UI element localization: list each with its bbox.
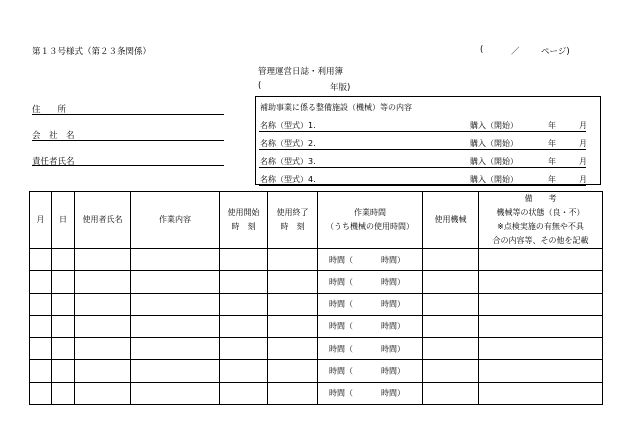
cell-machine[interactable] xyxy=(423,338,479,360)
cell-user[interactable] xyxy=(75,293,131,315)
cell-worktime[interactable] xyxy=(318,293,423,315)
cell-day[interactable] xyxy=(52,315,75,337)
cell-work[interactable] xyxy=(131,360,220,382)
header-remarks-line4: 合の内容等、その他を記載 xyxy=(492,236,589,245)
cell-month[interactable] xyxy=(30,293,52,315)
hours-close-label: 時間） xyxy=(381,321,405,331)
cell-remarks[interactable] xyxy=(479,338,603,360)
table-row xyxy=(30,249,603,271)
document-title: 管理運営日誌・利用簿 xyxy=(258,67,344,77)
cell-month[interactable] xyxy=(30,382,52,404)
header-worktime-line1: 作業時間 xyxy=(354,208,386,217)
header-worktime-line2: （うち機械の使用時間） xyxy=(326,222,414,231)
hours-close-label: 時間） xyxy=(381,277,405,287)
cell-user[interactable] xyxy=(75,249,131,271)
hours-close-label: 時間） xyxy=(381,366,405,376)
cell-start[interactable] xyxy=(220,271,268,293)
hours-open-label: 時間（ xyxy=(329,321,353,331)
hours-open-label: 時間（ xyxy=(329,255,353,265)
cell-remarks[interactable] xyxy=(479,249,603,271)
header-remarks-line1: 備 考 xyxy=(524,194,557,203)
hours-open-label: 時間（ xyxy=(329,366,353,376)
cell-remarks[interactable] xyxy=(479,271,603,293)
cell-end[interactable] xyxy=(268,249,318,271)
equipment-box-title: 補助事業に係る整備施設（機械）等の内容 xyxy=(260,103,412,112)
cell-user[interactable] xyxy=(75,360,131,382)
header-work: 作業内容 xyxy=(131,192,220,249)
equipment-box xyxy=(255,96,601,185)
header-day: 日 xyxy=(52,192,75,249)
header-start-line2: 時 刻 xyxy=(231,222,256,231)
cell-day[interactable] xyxy=(52,338,75,360)
cell-user[interactable] xyxy=(75,271,131,293)
cell-end[interactable] xyxy=(268,360,318,382)
equipment-entry-line[interactable] xyxy=(259,131,586,132)
header-end xyxy=(268,192,318,249)
cell-start[interactable] xyxy=(220,293,268,315)
cell-worktime[interactable] xyxy=(318,360,423,382)
table-row xyxy=(30,315,603,337)
header-end-line2: 時 刻 xyxy=(280,222,305,231)
company-field[interactable] xyxy=(32,140,224,141)
manager-field[interactable] xyxy=(32,165,224,166)
cell-month[interactable] xyxy=(30,249,52,271)
cell-day[interactable] xyxy=(52,271,75,293)
cell-month[interactable] xyxy=(30,271,52,293)
hours-open-label: 時間（ xyxy=(329,277,353,287)
table-row xyxy=(30,382,603,404)
cell-work[interactable] xyxy=(131,315,220,337)
equipment-name-label: 名称（型式）3. xyxy=(260,157,316,166)
header-machine: 使用機械 xyxy=(423,192,479,249)
purchase-month-label: 月 xyxy=(579,157,587,166)
cell-machine[interactable] xyxy=(423,315,479,337)
cell-machine[interactable] xyxy=(423,271,479,293)
equipment-name-label: 名称（型式）2. xyxy=(260,139,316,148)
cell-day[interactable] xyxy=(52,382,75,404)
header-start xyxy=(220,192,268,249)
cell-user[interactable] xyxy=(75,382,131,404)
header-remarks-line3: ※点検実施の有無や不具 xyxy=(497,222,584,231)
cell-end[interactable] xyxy=(268,293,318,315)
page-label: ページ) xyxy=(541,47,570,57)
header-end-line1: 使用終了 xyxy=(276,208,309,217)
cell-end[interactable] xyxy=(268,315,318,337)
cell-worktime[interactable] xyxy=(318,338,423,360)
header-month: 月 xyxy=(30,192,52,249)
equipment-entry-line[interactable] xyxy=(259,149,586,150)
hours-open-label: 時間（ xyxy=(329,388,353,398)
equipment-name-label: 名称（型式）4. xyxy=(260,175,316,184)
cell-remarks[interactable] xyxy=(479,360,603,382)
cell-worktime[interactable] xyxy=(318,249,423,271)
hours-close-label: 時間） xyxy=(381,255,405,265)
table-row xyxy=(30,338,603,360)
cell-start[interactable] xyxy=(220,249,268,271)
year-label: 年版) xyxy=(330,83,351,93)
cell-end[interactable] xyxy=(268,382,318,404)
page-open: ( xyxy=(480,45,484,55)
cell-start[interactable] xyxy=(220,360,268,382)
header-user: 使用者氏名 xyxy=(75,192,131,249)
purchase-year-label: 年 xyxy=(548,139,556,148)
purchase-label: 購入（開始） xyxy=(470,121,518,130)
cell-start[interactable] xyxy=(220,338,268,360)
usage-log-table xyxy=(29,191,603,405)
cell-machine[interactable] xyxy=(423,249,479,271)
purchase-month-label: 月 xyxy=(579,139,587,148)
cell-worktime[interactable] xyxy=(318,315,423,337)
header-worktime xyxy=(318,192,423,249)
cell-work[interactable] xyxy=(131,382,220,404)
cell-worktime[interactable] xyxy=(318,271,423,293)
manager-label: 責任者氏名 xyxy=(32,157,75,167)
page-slash: ／ xyxy=(511,47,520,57)
company-label: 会 社 名 xyxy=(32,131,75,141)
cell-month[interactable] xyxy=(30,360,52,382)
header-start-line1: 使用開始 xyxy=(227,208,260,217)
cell-machine[interactable] xyxy=(423,382,479,404)
cell-end[interactable] xyxy=(268,271,318,293)
year-open: ( xyxy=(258,81,262,91)
equipment-entry-line[interactable] xyxy=(259,167,586,168)
cell-start[interactable] xyxy=(220,382,268,404)
cell-machine[interactable] xyxy=(423,360,479,382)
cell-remarks[interactable] xyxy=(479,315,603,337)
hours-close-label: 時間） xyxy=(381,299,405,309)
purchase-label: 購入（開始） xyxy=(470,175,518,184)
purchase-year-label: 年 xyxy=(548,175,556,184)
form-number: 第１３号様式（第２３条関係） xyxy=(32,47,152,57)
cell-work[interactable] xyxy=(131,271,220,293)
purchase-label: 購入（開始） xyxy=(470,157,518,166)
header-remarks-line2: 機械等の状態（良・不） xyxy=(496,208,585,217)
cell-day[interactable] xyxy=(52,293,75,315)
cell-work[interactable] xyxy=(131,338,220,360)
address-label: 住 所 xyxy=(32,105,67,115)
equipment-entry-line[interactable] xyxy=(259,185,586,186)
purchase-year-label: 年 xyxy=(548,121,556,130)
header-remarks xyxy=(479,192,603,249)
cell-worktime[interactable] xyxy=(318,382,423,404)
cell-day[interactable] xyxy=(52,249,75,271)
table-row xyxy=(30,293,603,315)
cell-remarks[interactable] xyxy=(479,382,603,404)
cell-end[interactable] xyxy=(268,338,318,360)
cell-start[interactable] xyxy=(220,315,268,337)
cell-work[interactable] xyxy=(131,249,220,271)
cell-remarks[interactable] xyxy=(479,293,603,315)
table-header-row xyxy=(30,192,603,249)
address-field[interactable] xyxy=(32,114,224,115)
table-row xyxy=(30,271,603,293)
purchase-year-label: 年 xyxy=(548,157,556,166)
hours-open-label: 時間（ xyxy=(329,299,353,309)
hours-close-label: 時間） xyxy=(381,344,405,354)
hours-open-label: 時間（ xyxy=(329,344,353,354)
equipment-name-label: 名称（型式）1. xyxy=(260,121,316,130)
cell-month[interactable] xyxy=(30,315,52,337)
purchase-month-label: 月 xyxy=(579,121,587,130)
purchase-month-label: 月 xyxy=(579,175,587,184)
cell-month[interactable] xyxy=(30,338,52,360)
hours-close-label: 時間） xyxy=(381,388,405,398)
cell-machine[interactable] xyxy=(423,293,479,315)
table-row xyxy=(30,360,603,382)
purchase-label: 購入（開始） xyxy=(470,139,518,148)
cell-user[interactable] xyxy=(75,315,131,337)
cell-day[interactable] xyxy=(52,360,75,382)
cell-work[interactable] xyxy=(131,293,220,315)
cell-user[interactable] xyxy=(75,338,131,360)
